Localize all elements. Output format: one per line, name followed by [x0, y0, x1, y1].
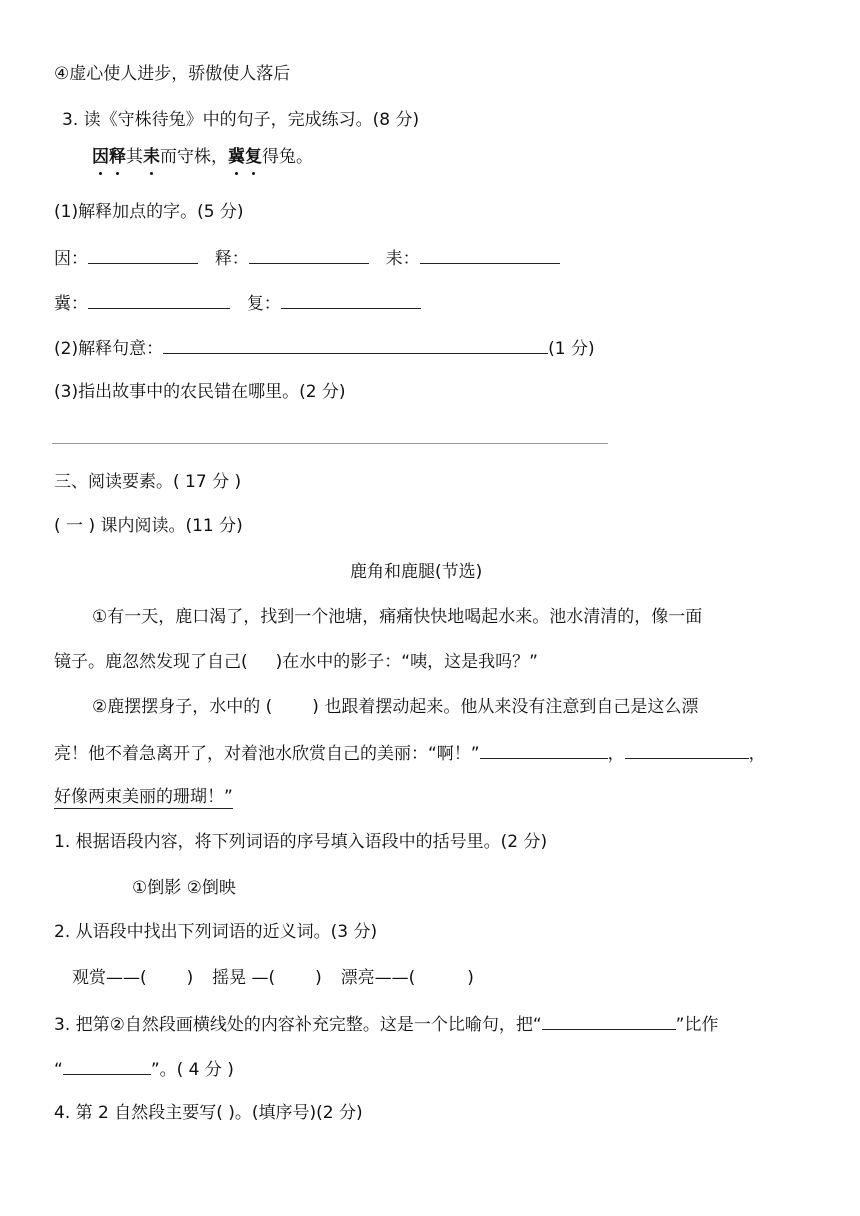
- question-3-2: [54, 335, 595, 361]
- text: 3. 把第②自然段画横线处的内容补充完整。这是一个比喻句，把“: [54, 1015, 542, 1035]
- passage-title: 鹿角和鹿腿(节选): [350, 562, 483, 582]
- word-2: 摇晃 —(: [212, 968, 276, 988]
- dotted-char: 冀: [228, 147, 245, 167]
- answer-blank-lei[interactable]: [420, 245, 560, 264]
- text: “: [54, 1060, 63, 1080]
- underlined-sentence: 好像两束美丽的珊瑚！”: [54, 787, 233, 807]
- question-4: 4. 第 2 自然段主要写( )。(填序号)(2 分): [54, 1103, 363, 1123]
- paragraph-1-line-1: ①有一天，鹿口渴了，找到一个池塘，痛痛快快地喝起水来。池水清清的，像一面: [92, 607, 703, 627]
- text: ) 也跟着摆动起来。他从来没有注意到自己是这么漂: [312, 697, 699, 717]
- text: ”。( 4 分 ): [150, 1060, 234, 1080]
- dotted-char: 因: [92, 147, 109, 167]
- answer-blank-sentence-meaning[interactable]: [163, 335, 548, 354]
- text: ): [467, 968, 474, 988]
- label-shi: 释：: [214, 249, 249, 269]
- plain-text: 得兔。: [262, 147, 313, 167]
- dotted-char: 耒: [143, 147, 160, 167]
- question-3-line-2: [54, 1056, 234, 1082]
- text: ，: [607, 744, 625, 764]
- label-lei: 耒：: [385, 249, 420, 269]
- text: ，: [748, 744, 766, 764]
- fill-blank-4[interactable]: [63, 1056, 151, 1075]
- answer-blank-yin[interactable]: [88, 245, 198, 264]
- plain-text: 而守株，: [160, 147, 228, 167]
- dotted-char: 释: [109, 147, 126, 167]
- question-2-words: [72, 966, 474, 990]
- paragraph-2-line-1: [92, 695, 698, 719]
- question-1-options: ①倒影 ②倒映: [132, 878, 236, 898]
- dotted-char: 复: [245, 147, 262, 167]
- section-3-1-title: ( 一 ) 课内阅读。(11 分): [54, 516, 243, 536]
- word-1: 观赏——(: [72, 968, 147, 988]
- paragraph-2-line-3: [54, 785, 233, 809]
- section-3-title: 三、阅读要素。( 17 分 ): [54, 472, 242, 492]
- paragraph-1-line-2: [54, 650, 538, 674]
- answer-blank-ji[interactable]: [88, 290, 230, 309]
- text: ②鹿摆摆身子，水中的 (: [92, 697, 273, 717]
- text: ”比作: [675, 1015, 719, 1035]
- text: 镜子。鹿忽然发现了自己(: [54, 652, 248, 672]
- score-text: (1 分): [548, 339, 595, 359]
- paragraph-2-line-2: [54, 740, 766, 766]
- fill-blank-2[interactable]: [625, 740, 749, 759]
- text: )在水中的影子：“咦，这是我吗？”: [275, 652, 538, 672]
- answer-blank-shi[interactable]: [249, 245, 369, 264]
- question-1: 1. 根据语段内容，将下列词语的序号填入语段中的括号里。(2 分): [54, 832, 548, 852]
- explain-row-2: [54, 290, 421, 316]
- fill-blank-1[interactable]: [480, 740, 608, 759]
- label-ji: 冀：: [54, 294, 88, 314]
- word-3: 漂亮——(: [340, 968, 416, 988]
- label-sentence-meaning: (2)解释句意：: [54, 339, 164, 359]
- question-3-3: (3)指出故事中的农民错在哪里。(2 分): [54, 382, 346, 402]
- explain-row-1: [54, 245, 560, 271]
- text: ): [186, 968, 194, 988]
- item-4: ④虚心使人进步，骄傲使人落后: [54, 64, 291, 84]
- answer-blank-fu[interactable]: [281, 290, 421, 309]
- classical-sentence: [92, 145, 313, 169]
- label-fu: 复：: [246, 294, 281, 314]
- answer-line[interactable]: [52, 443, 608, 444]
- text: ): [315, 968, 322, 988]
- plain-text: 其: [126, 147, 143, 167]
- question-3: [54, 1011, 718, 1037]
- fill-blank-3[interactable]: [542, 1011, 676, 1030]
- label-yin: 因：: [54, 249, 88, 269]
- question-3-1: (1)解释加点的字。(5 分): [54, 202, 244, 222]
- text: 亮！他不着急离开了，对着池水欣赏自己的美丽：“啊！”: [54, 744, 480, 764]
- question-2: 2. 从语段中找出下列词语的近义词。(3 分): [54, 922, 378, 942]
- question-3-title: 3. 读《守株待兔》中的句子，完成练习。(8 分): [62, 110, 420, 130]
